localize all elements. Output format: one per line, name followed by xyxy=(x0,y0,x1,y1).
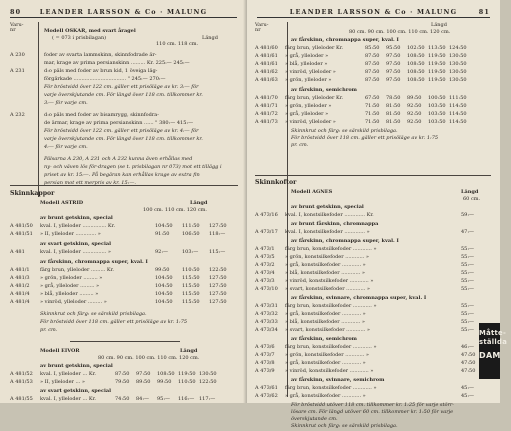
semi-note: För bröstvidd över 118 cm. gäller ett prisöläge av kr. 1:75 xyxy=(291,135,439,141)
agnes-note: lösare cm. För längd utöver 60 cm. tillkommer kr. 1:50 för varje xyxy=(291,409,454,415)
agnes-price-row: A 473/1 färg brun, konstsilkefoder ............ » 55:— xyxy=(255,246,475,252)
astrid-note: För bröstvidd över 118 cm. gäller ett prisöläge av kr. 1:75 xyxy=(40,319,188,325)
left-page-header xyxy=(10,8,237,18)
agnes-price-row: A 473/4 » blå, konstsilkefoder ............ » 55:— xyxy=(255,270,475,276)
model-astrid-sizes: 100 cm. 110 cm. 120 cm. xyxy=(143,207,207,213)
model-eivor-sizes: 80 cm. 90 cm. 100 cm. 110 cm. 120 cm. xyxy=(98,355,200,361)
fars-semi-row: A 481/72 » grå, ylleloder » 71:50 81:50 92:50 103:50 114:50 xyxy=(255,111,467,117)
model-agnes-title: Modell AGNES Längd xyxy=(291,189,479,195)
oskar-text-line: 3:— för varje cm. xyxy=(44,100,88,106)
model-oskar-title: Modell OSKAR, med svart åragel xyxy=(44,28,136,34)
right-top-langd: Längd xyxy=(431,22,447,28)
astrid-fars-heading: av fårskinn, chromnappa super, kval. I xyxy=(40,259,148,265)
eivor-brunt-heading: av brunt getskinn, special xyxy=(40,363,113,369)
right-page xyxy=(247,0,508,429)
agnes-price-row: A 473/34 » svart, konstsilkefoder ............ » 55:— xyxy=(255,327,475,333)
model-oskar-sizes: 110 cm. 118 cm. xyxy=(156,41,199,47)
agnes-group-heading: av brunt getskinn, special xyxy=(291,204,364,210)
eivor-price-row: A 481/53 » II, ylleloder ... » 79:50 89:50 99:50 110:50 122:50 xyxy=(10,379,217,385)
agnes-price-row: A 473/7 » grön, konstsilkefoder ............ » 47:50 xyxy=(255,352,476,358)
fars-semi-row: A 481/70 färg brun, ylleloder Kr. 67:50 78:50 89:50 100:50 111:50 xyxy=(255,95,467,101)
fars-semi-heading: av fårskinn, semichrom xyxy=(291,87,357,93)
left-column-head: Varu- xyxy=(10,22,24,28)
eivor-svart-heading: av svart getskinn, special xyxy=(40,388,112,394)
right-top-sizes: 80 cm. 90 cm. 100 cm. 110 cm. 120 cm. xyxy=(349,29,451,35)
oskar-text-line: förgärkade ................................. " 245:— 270:— xyxy=(44,76,166,82)
agnes-group-heading: av fårskinn, svinnare, semichrom xyxy=(291,377,385,383)
agnes-price-row: A 473/8 » grå, konstsilkefoder ............ » 47:50 xyxy=(255,360,476,366)
skinnkoftor-heading: Skinnkoftor xyxy=(255,179,297,186)
model-astrid-title: Modell ASTRID Längd xyxy=(40,200,208,206)
agnes-group-heading: av fårskinn, semichrom xyxy=(291,336,357,342)
oskar-text-line: För bröstvidd över 122 cm. gäller ett prisöläge av kr. 3:— för xyxy=(44,84,199,90)
semi-note: Skinnkrut och färg: se särskild prisbilaga. xyxy=(291,128,398,134)
agnes-note: överskjutande cm. xyxy=(291,416,338,422)
left-page xyxy=(0,0,248,403)
oskar-text-line: A 231 d:o päls med foder av brun kid, 1 öveiga läg- xyxy=(10,68,158,74)
eivor-rule xyxy=(70,341,180,342)
agnes-price-row: A 473/16 kval. I, konstsilkefoder ............. Kr. 59:— xyxy=(255,212,475,218)
agnes-price-row: A 473/5 » grön, konstsilkefoder ............ » 55:— xyxy=(255,254,475,260)
oskar-text-line: 4:— för varje cm. xyxy=(44,144,88,150)
fars-super-row: A 481/61 » blå, ylleloder » 87:50 97:50 108:50 119:50 130:50 xyxy=(255,61,467,67)
agnes-price-row: A 473/62 » grå, konstsilkefoder ............ » 45:— xyxy=(255,393,475,399)
oskar-text-line: varje överskjutande cm. För längd över 118 cm. tillkommer kr. xyxy=(44,92,203,98)
left-header-title: LEANDER LARSSON & Co · MALUNG xyxy=(39,8,208,16)
oskar-text-line: mar, krage av prima persianskinn ......... Kr. 225:— 245:— xyxy=(44,60,190,66)
oskar-text-line: Pälsarna A 230, A 231 och A 232 kunna även erhållas med xyxy=(44,156,193,162)
agnes-group-heading: av brunt fårskinn, chromnappa xyxy=(291,221,379,227)
agnes-group-heading: av fårskinn, chromnappa super, kval. I xyxy=(291,238,399,244)
fars-super-row: A 481/61 » grå, ylleloder » 87:50 97:50 108:50 119:50 130:50 xyxy=(255,53,467,59)
agnes-price-row: A 473/10 » svart, konstsilkefoder ............ » 55:— xyxy=(255,286,475,292)
agnes-price-row: A 473/61 färg brun, konstsilkefoder ............ » 45:— xyxy=(255,385,475,391)
agnes-price-row: A 473/33 » blå, konstsilkefoder ............ » 55:— xyxy=(255,319,475,325)
oskar-text-line: varje överskjutande cm. För längd över 118 cm. tillkommer kr. xyxy=(44,136,203,142)
astrid-brunt-heading: av brunt getskinn, special xyxy=(40,215,113,221)
oskar-text-line: ny- och väven lös för-dragen (se t. prisbilagan nr 073) mot ett tillägg i xyxy=(44,164,222,170)
fars-semi-row: A 481/73 » vinröd, ylleloder » 71:50 81:50 92:50 103:50 114:50 xyxy=(255,119,467,125)
agnes-note: För bröstvidd utöver 118 cm. tillkommer kr. 1:25 för varje störr- xyxy=(291,402,454,408)
agnes-price-row: A 473/6 färg brun, konstsilkefoder ............ » 46:— xyxy=(255,344,475,350)
astrid-price-row: A 481/51 » II, ylleloder ............. » 91:50 106:50 118:— xyxy=(10,231,226,237)
oskar-text-line: A 230 foder av svarta lammskinn, skinnfodrade är- xyxy=(10,52,157,58)
astrid-note: pr. cm. xyxy=(40,327,58,333)
oskar-text-line: persian mot ett merpris av kr. 15:—. xyxy=(44,180,136,186)
right-page-header xyxy=(257,8,490,18)
eivor-price-row: A 481/52 kval. I, ylleloder ... Kr. 87:50 97:50 108:50 119:50 130:50 xyxy=(10,371,217,377)
oskar-text-line: priset av kr. 15:—. På begäran kan erhållas krage av extra fin xyxy=(44,172,200,178)
astrid-svart-row: A 481 kval. I, ylleloder ............... » 92:— 103:— 115:— xyxy=(10,249,226,255)
agnes-note: Skinnkrut och färg: se särskild prisbilaga. xyxy=(291,423,398,429)
astrid-fars-row: A 481/4 » blå, ylleloder ......... » 104:50 115:50 127:50 xyxy=(10,291,227,297)
agnes-price-row: A 473/31 färg brun, konstsilkefoder ............ » 55:— xyxy=(255,303,475,309)
oskar-text-line: A 232 d:o päls med foder av bisamrygg, skinnfodra- xyxy=(10,112,159,118)
right-header-title: LEANDER LARSSON & Co · MALUNG xyxy=(289,8,458,16)
semi-note: pr. cm. xyxy=(291,142,309,148)
astrid-fars-row: A 481/4 » vinröd, ylleloder ......... » 104:50 115:50 127:50 xyxy=(10,299,227,305)
agnes-price-row: A 473/2 » grå, konstsilkefoder ............ » 55:— xyxy=(255,262,475,268)
right-column-head: Varu- xyxy=(255,22,269,28)
oskar-text-line: de ärmar, krage av prima persianskinn ...... " 380:— 415:— xyxy=(44,120,194,126)
agnes-price-row: A 473/9 » vinröd, konstsilkefoder ............ » 47:50 xyxy=(255,368,476,374)
fars-super-row: A 481/60 färg brun, ylleloder Kr. 85:50 95:50 102:50 113:50 124:50 xyxy=(255,45,467,51)
astrid-fars-row: A 481/3 » grön, ylleloder ......... » 104:50 115:50 127:50 xyxy=(10,275,227,281)
astrid-fars-row: A 481/2 » grå, ylleloder ......... » 104:50 115:50 127:50 xyxy=(10,283,227,289)
agnes-price-row: A 473/17 kval. I, konstsilkefoder ............. » 47:— xyxy=(255,229,475,235)
mattestallda-dam-tab[interactable]: Måtte- ställda DAM xyxy=(479,323,500,379)
astrid-svart-heading: av svart getskinn, special xyxy=(40,241,112,247)
fars-super-row: A 481/62 » vinröd, ylleloder » 87:50 97:50 108:50 119:50 130:50 xyxy=(255,69,467,75)
skinnkappor-heading: Skinnkappor xyxy=(10,190,55,197)
fars-semi-row: A 481/71 » grön, ylleloder » 71:50 81:50 92:50 103:50 114:50 xyxy=(255,103,467,109)
right-column-head-2: nr xyxy=(255,27,261,33)
astrid-note: Skinnkrut och färg: se särskild prisbilaga. xyxy=(40,311,147,317)
left-page-number: 80 xyxy=(10,8,22,16)
fars-super-row: A 481/63 » grön, ylleloder » 87:50 97:50 108:50 119:50 130:50 xyxy=(255,77,467,83)
oskar-text-line: För bröstvidd över 122 cm. gäller ett prisöläge av kr. 4:— för xyxy=(44,128,199,134)
astrid-price-row: A 481/50 kval. I, ylleloder ............... Kr. 104:50 111:50 127:50 xyxy=(10,223,227,229)
right-section-rule xyxy=(255,175,491,176)
model-agnes-size: 60 cm. xyxy=(463,196,481,202)
right-page-number: 81 xyxy=(478,8,490,16)
eivor-svart-row: A 481/55 kval. I, ylleloder ... Kr. 74:50 84:— 95:— 116:— 117:— xyxy=(10,396,216,402)
agnes-price-row: A 473/3 » vinröd, konstsilkefoder ............ » 55:— xyxy=(255,278,475,284)
left-section-rule xyxy=(10,185,238,186)
agnes-price-row: A 473/32 » grå, konstsilkefoder ............ » 55:— xyxy=(255,311,475,317)
agnes-group-heading: av fårskinn, svinnare, chromnappa super, kval. I xyxy=(291,295,427,301)
fars-super-heading: av fårskinn, chromnappa super, kval. I xyxy=(291,37,399,43)
model-eivor-title: Modell EIVOR Längd xyxy=(40,348,198,354)
left-column-head-2: nr xyxy=(10,27,16,33)
astrid-fars-row: A 481/1 färg brun, ylleloder ......... Kr. 99:50 110:50 122:50 xyxy=(10,267,227,273)
model-oskar-sub: ( = 073 i prisbilagan) Längd xyxy=(52,35,218,41)
